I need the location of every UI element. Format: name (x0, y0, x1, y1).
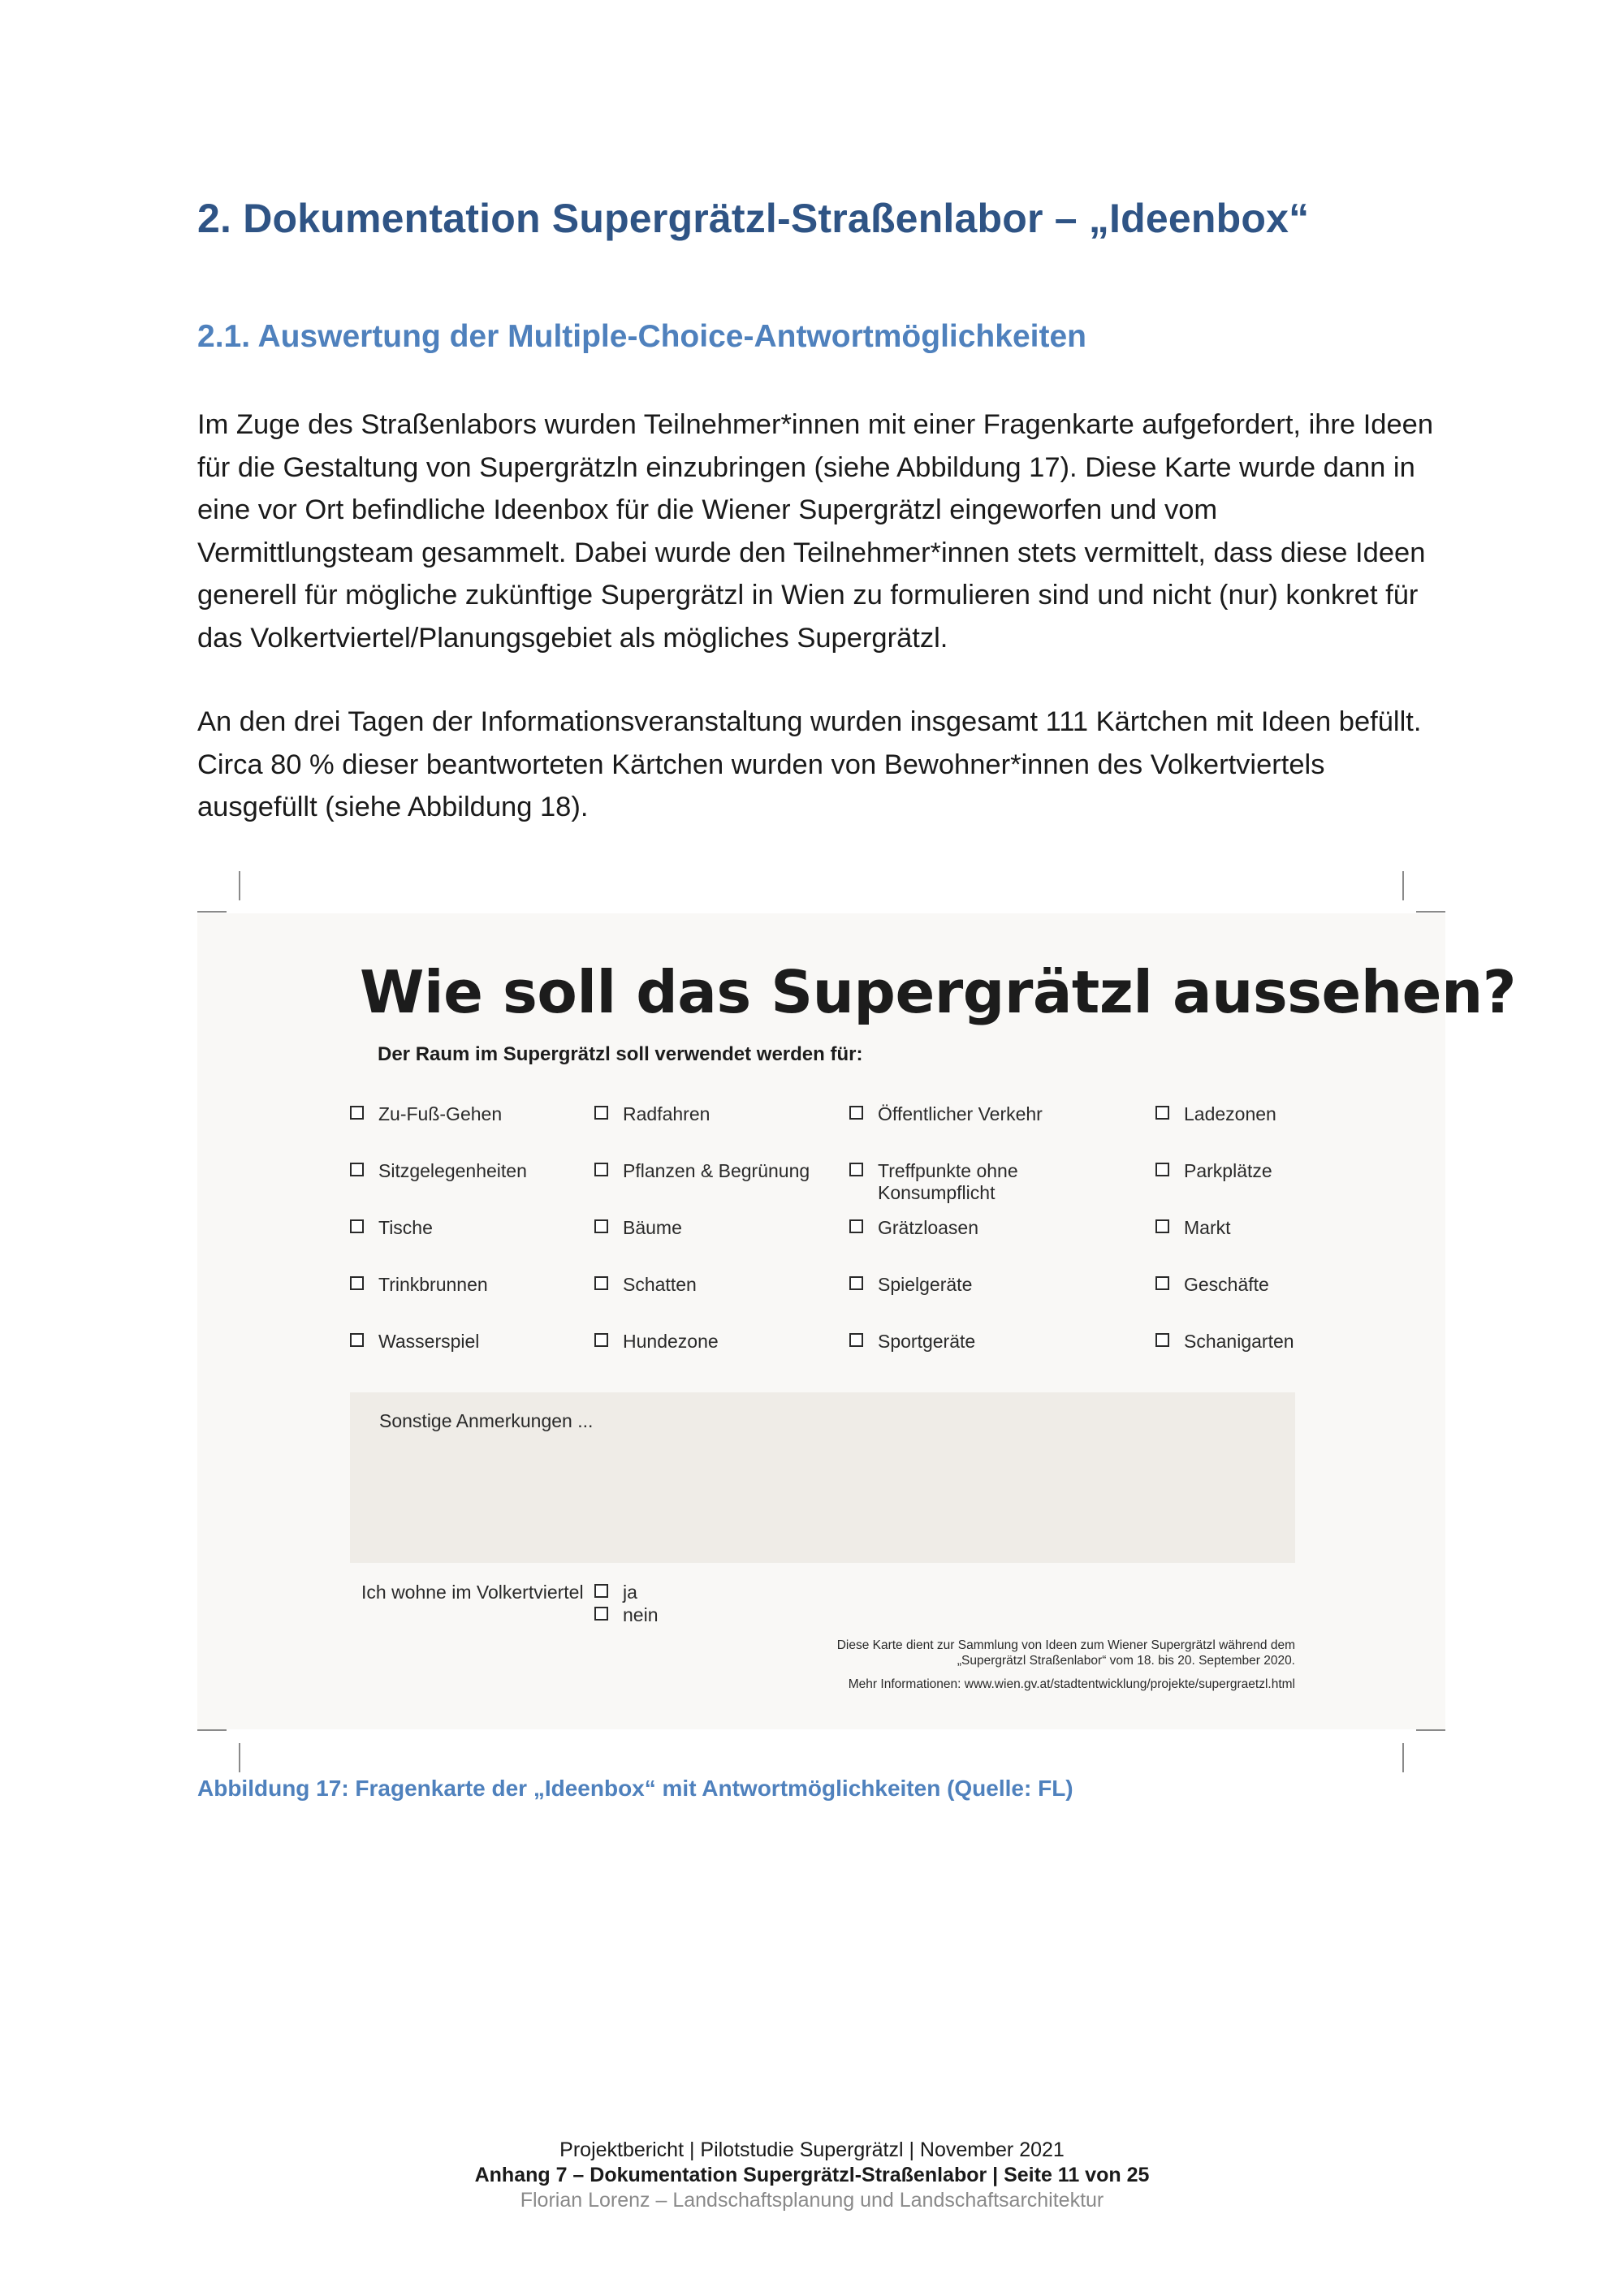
card-title: Wie soll das Supergrätzl aussehen? (360, 958, 1516, 1026)
checkbox-icon (849, 1333, 863, 1347)
option-label: Sportgeräte (878, 1331, 976, 1352)
question-card-figure (197, 913, 1516, 1729)
intro-paragraph (197, 404, 1464, 659)
option-label: Bäume (623, 1217, 682, 1238)
page-footer (0, 2138, 1624, 2213)
paragraph-line: Circa 80 % dieser beantworteten Kärtchen wurden von Bewohner*innen des Volkertviertels (197, 749, 1325, 780)
checkbox-icon (849, 1219, 863, 1233)
checkbox-icon (849, 1163, 863, 1176)
option-label: Geschäfte (1184, 1274, 1269, 1295)
paragraph-line: für die Gestaltung von Supergrätzln einzubringen (siehe Abbildung 17). Diese Karte wurde dann in (197, 451, 1415, 483)
notes-label: Sonstige Anmerkungen ... (379, 1410, 594, 1431)
card-info-line: „Supergrätzl Straßenlabor“ vom 18. bis 20. September 2020. (957, 1654, 1295, 1668)
footer-line: Florian Lorenz – Landschaftsplanung und Landschaftsarchitektur (520, 2189, 1104, 2212)
option-label: ja (623, 1582, 637, 1603)
option-label: Tische (378, 1217, 433, 1238)
checkbox-icon (849, 1106, 863, 1120)
checkbox-icon (1155, 1163, 1169, 1176)
section-heading: 2. Dokumentation Supergrätzl-Straßenlabor – „Ideenbox“ (197, 196, 1310, 241)
paragraph-line: Vermittlungsteam gesammelt. Dabei wurde den Teilnehmer*innen stets vermittelt, dass diese Ideen (197, 537, 1426, 568)
option-label: Ladezonen (1184, 1103, 1276, 1124)
crop-mark (1416, 1729, 1445, 1731)
crop-mark (239, 1743, 240, 1772)
checkbox-icon (594, 1219, 608, 1233)
footer-line: Anhang 7 – Dokumentation Supergrätzl-Straßenlabor | Seite 11 von 25 (474, 2164, 1150, 2186)
checkbox-icon (594, 1163, 608, 1176)
option-label: Treffpunkte ohne Konsumpflicht (878, 1160, 1018, 1203)
checkbox-icon (350, 1276, 364, 1290)
crop-mark (1416, 911, 1445, 913)
checkbox-icon (594, 1106, 608, 1120)
checkbox-icon (849, 1276, 863, 1290)
card-subtitle: Der Raum im Supergrätzl soll verwendet werden für: (378, 1043, 863, 1065)
option-label: Radfahren (623, 1103, 710, 1124)
crop-mark (197, 911, 227, 913)
footer-line: Projektbericht | Pilotstudie Supergrätzl | November 2021 (559, 2138, 1065, 2161)
option-label: Schatten (623, 1274, 697, 1295)
checkbox-icon (350, 1163, 364, 1176)
resident-question: Ich wohne im Volkertviertel (361, 1582, 584, 1603)
crop-mark (197, 1729, 227, 1731)
card-info-url: Mehr Informationen: www.wien.gv.at/stadtentwicklung/projekte/supergraetzl.html (848, 1677, 1295, 1691)
option-label: Schanigarten (1184, 1331, 1294, 1352)
checkbox-icon (594, 1584, 608, 1598)
checkbox-icon (594, 1333, 608, 1347)
option-label: Markt (1184, 1217, 1231, 1238)
statistics-paragraph (197, 701, 1464, 829)
notes-textarea[interactable] (350, 1392, 1295, 1563)
checkbox-icon (1155, 1106, 1169, 1120)
paragraph-line: Im Zuge des Straßenlabors wurden Teilnehmer*innen mit einer Fragenkarte aufgefordert, ihre Ideen (197, 409, 1434, 440)
checkbox-icon (1155, 1219, 1169, 1233)
option-label: Zu-Fuß-Gehen (378, 1103, 503, 1124)
subsection-heading: 2.1. Auswertung der Multiple-Choice-Antwortmöglichkeiten (197, 319, 1086, 354)
option-label: Trinkbrunnen (378, 1274, 488, 1295)
crop-mark (1402, 871, 1404, 900)
crop-mark (1402, 1743, 1404, 1772)
crop-mark (239, 871, 240, 900)
checkbox-icon (350, 1333, 364, 1347)
option-label: Parkplätze (1184, 1160, 1272, 1181)
option-label: Hundezone (623, 1331, 719, 1352)
option-label: Pflanzen & Begrünung (623, 1160, 810, 1181)
checkbox-icon (1155, 1276, 1169, 1290)
checkbox-icon (350, 1106, 364, 1120)
checkbox-icon (350, 1219, 364, 1233)
checkbox-icon (594, 1607, 608, 1621)
option-label: nein (623, 1604, 659, 1625)
figure-caption: Abbildung 17: Fragenkarte der „Ideenbox“ mit Antwortmöglichkeiten (Quelle: FL) (197, 1776, 1073, 1801)
paragraph-line: An den drei Tagen der Informationsveranstaltung wurden insgesamt 111 Kärtchen mit Ideen befüllt. (197, 706, 1422, 737)
option-label: Sitzgelegenheiten (378, 1160, 527, 1181)
card-info-line: Diese Karte dient zur Sammlung von Ideen zum Wiener Supergrätzl während dem (836, 1638, 1295, 1652)
paragraph-line: generell für mögliche zukünftige Supergrätzl in Wien zu formulieren sind und nicht (nur) konkret für (197, 580, 1419, 611)
checkbox-icon (594, 1276, 608, 1290)
checkbox-icon (1155, 1333, 1169, 1347)
option-label: Öffentlicher Verkehr (878, 1103, 1043, 1124)
paragraph-line: eine vor Ort befindliche Ideenbox für die Wiener Supergrätzl eingeworfen und vom (197, 494, 1218, 525)
paragraph-line: ausgefüllt (siehe Abbildung 18). (197, 792, 589, 822)
option-label: Spielgeräte (878, 1274, 973, 1295)
paragraph-line: das Volkertviertel/Planungsgebiet als mögliches Supergrätzl. (197, 622, 948, 654)
option-label: Wasserspiel (378, 1331, 480, 1352)
option-label: Grätzloasen (878, 1217, 979, 1238)
